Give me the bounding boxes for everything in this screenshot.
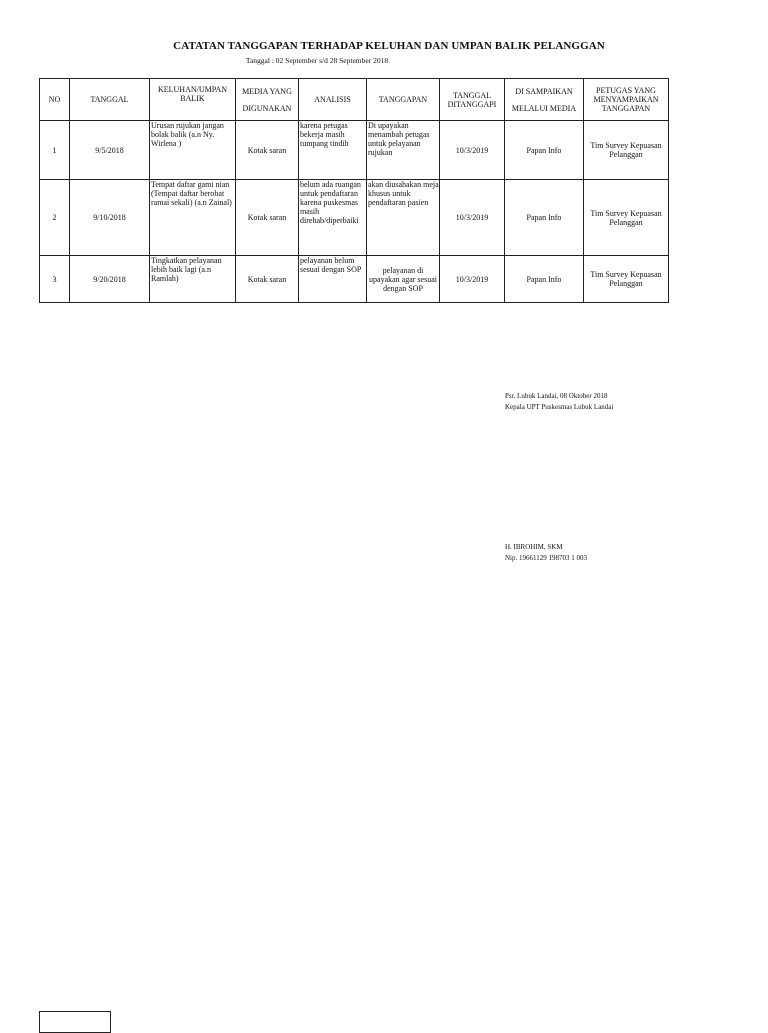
signature-nip: Nip. 19661129 198703 1 003 bbox=[505, 554, 587, 562]
col-header-media: MEDIA YANG DIGUNAKAN bbox=[236, 79, 299, 121]
signature-place-date: Psr. Lubuk Landai, 08 Oktober 2018 bbox=[505, 392, 608, 400]
col-header-tanggal-ditanggapi: TANGGAL DITANGGAPI bbox=[440, 79, 505, 121]
cell-disampaikan: Papan Info bbox=[505, 180, 584, 256]
table-row bbox=[40, 180, 669, 256]
cell-tanggal: 9/10/2018 bbox=[70, 180, 150, 256]
table-row bbox=[40, 256, 669, 303]
signature-position: Kepala UPT Puskesmas Lubuk Landai bbox=[505, 403, 614, 411]
cell-keluhan: Tingkatkan pelayanan lebih baik lagi (a.n Ramlah) bbox=[150, 256, 236, 303]
cell-media: Kotak saran bbox=[236, 121, 299, 180]
cell-petugas: Tim Survey Kepuasan Pelanggan bbox=[584, 180, 669, 256]
table-row bbox=[40, 121, 669, 180]
cell-tanggal-ditanggapi: 10/3/2019 bbox=[440, 256, 505, 303]
cell-keluhan: Tempat daftar gami nian (Tempat daftar berobat ramai sekali) (a.n Zainal) bbox=[150, 180, 236, 256]
col-header-disampaikan: DI SAMPAIKAN MELALUI MEDIA bbox=[505, 79, 584, 121]
cell-tanggapan: pelayanan di upayakan agar sesuai dengan SOP bbox=[367, 256, 440, 303]
cell-tanggal-ditanggapi: 10/3/2019 bbox=[440, 180, 505, 256]
cell-petugas: Tim Survey Kepuasan Pelanggan bbox=[584, 256, 669, 303]
cell-no: 3 bbox=[40, 256, 70, 303]
footer-box bbox=[39, 1011, 111, 1033]
cell-tanggal-ditanggapi: 10/3/2019 bbox=[440, 121, 505, 180]
cell-media: Kotak saran bbox=[236, 256, 299, 303]
cell-keluhan: Urusan rujukan jangan bolak balik (a.n Ny. Wirlena ) bbox=[150, 121, 236, 180]
complaints-table bbox=[39, 78, 669, 303]
col-header-petugas: PETUGAS YANG MENYAMPAIKAN TANGGAPAN bbox=[584, 79, 669, 121]
cell-disampaikan: Papan Info bbox=[505, 121, 584, 180]
cell-petugas: Tim Survey Kepuasan Pelanggan bbox=[584, 121, 669, 180]
cell-media: Kotak saran bbox=[236, 180, 299, 256]
cell-analisis: belum ada ruangan untuk pendaftaran karena puskesmas masih direhab/diperbaiki bbox=[299, 180, 367, 256]
col-header-keluhan: KELUHAN/UMPAN BALIK bbox=[150, 79, 236, 121]
col-header-no: NO bbox=[40, 79, 70, 121]
cell-no: 2 bbox=[40, 180, 70, 256]
document-title: CATATAN TANGGAPAN TERHADAP KELUHAN DAN UMPAN BALIK PELANGGAN bbox=[173, 40, 605, 52]
cell-tanggal: 9/5/2018 bbox=[70, 121, 150, 180]
col-header-analisis: ANALISIS bbox=[299, 79, 367, 121]
cell-no: 1 bbox=[40, 121, 70, 180]
col-header-tanggal: TANGGAL bbox=[70, 79, 150, 121]
col-header-tanggapan: TANGGAPAN bbox=[367, 79, 440, 121]
date-range: Tanggal : 02 September s/d 28 September 2018 bbox=[245, 56, 389, 65]
cell-analisis: pelayanan belum sesuai dengan SOP bbox=[299, 256, 367, 303]
cell-tanggapan: Di upayakan menambah petugas untuk pelayanan rujukan bbox=[367, 121, 440, 180]
table-header-row bbox=[40, 79, 669, 121]
signature-name: H. IBROHIM, SKM bbox=[505, 543, 563, 551]
cell-disampaikan: Papan Info bbox=[505, 256, 584, 303]
cell-tanggal: 9/20/2018 bbox=[70, 256, 150, 303]
cell-tanggapan: akan diusahakan meja khusus untuk pendaftaran pasien bbox=[367, 180, 440, 256]
cell-analisis: karena petugas bekerja masih tumpang tindih bbox=[299, 121, 367, 180]
